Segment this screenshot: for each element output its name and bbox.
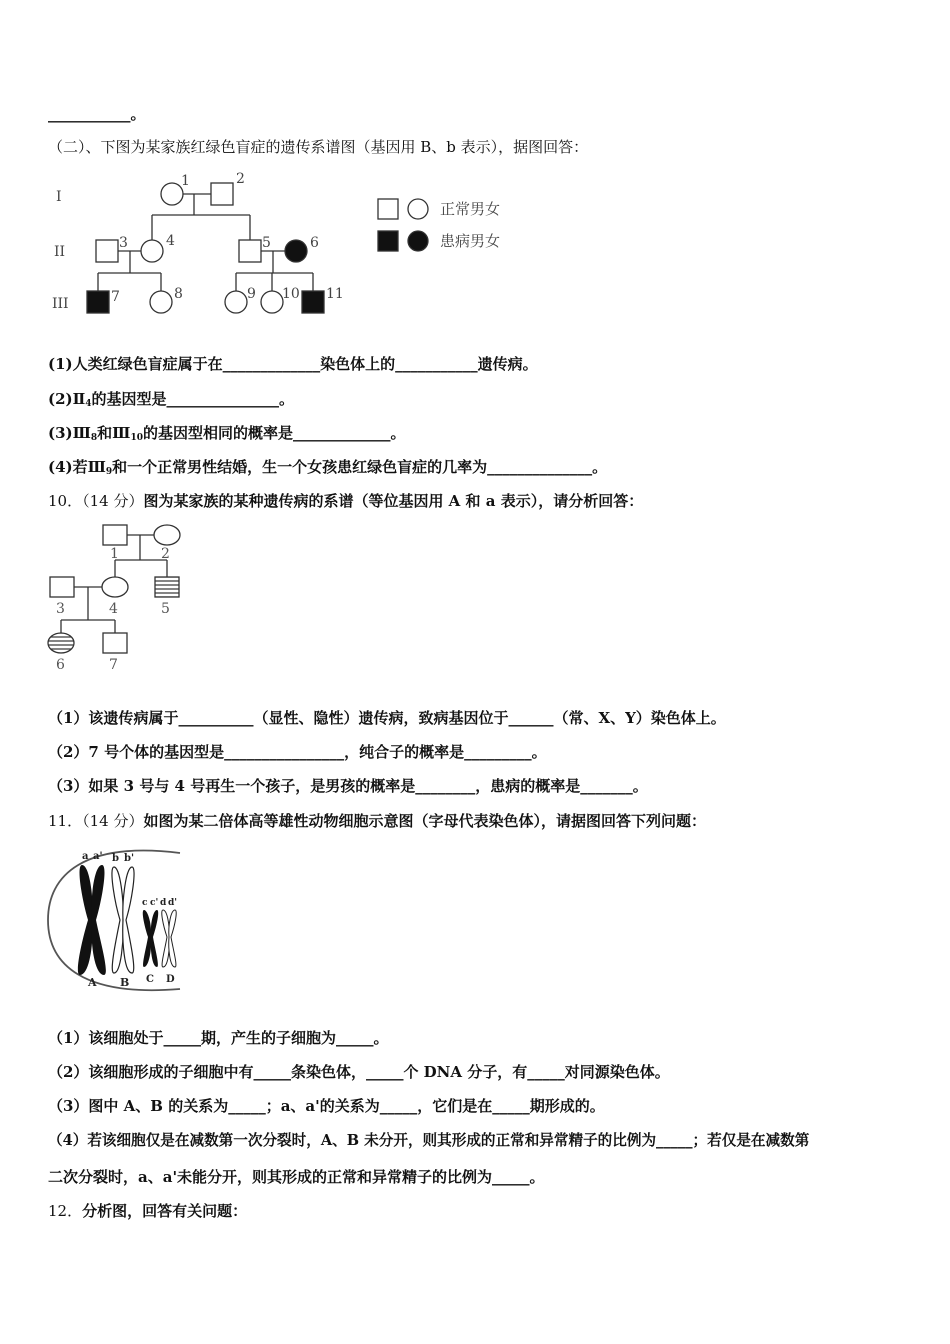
- pedigree-individual-2: [211, 183, 233, 205]
- legend-affected-label: 患病男女: [440, 232, 501, 250]
- section2-intro: （二）、下图为某家族红绿色盲症的遗传系谱图（基因用 B、b 表示），据图回答：: [48, 138, 589, 156]
- q10-subquestion-2: （2）7 号个体的基因型是________________，纯合子的概率是_________。: [48, 743, 547, 761]
- q10-individual-1: [103, 525, 127, 545]
- q11-subquestion-4-line1: （4）若该细胞仅是在减数第一次分裂时，A、B 未分开，则其形成的正常和异常精子的比例为_____；若仅是在减数第: [48, 1132, 810, 1149]
- chromosome-label: B: [120, 976, 130, 989]
- pedigree-individual-8: [150, 291, 172, 313]
- q10-individual-4: [102, 577, 128, 597]
- section2-question-3: $(3)Ⅲ_8$和$Ⅲ_{10}$的基因型相同的概率是_____________。: [48, 424, 406, 443]
- individual-label: 1: [110, 546, 119, 562]
- q10-individual-2: [154, 525, 180, 545]
- color-blindness-pedigree: [40, 165, 540, 325]
- individual-label: 7: [109, 657, 118, 673]
- pedigree-individual-1: [161, 183, 183, 205]
- chromosome-label: C: [146, 974, 154, 985]
- chromatid-label: c': [150, 898, 159, 908]
- individual-label: 3: [119, 235, 128, 251]
- individual-label: 6: [310, 235, 319, 251]
- q10-subquestion-1: （1）该遗传病属于__________（显性、隐性）遗传病，致病基因位于______（常、X、Y）染色体上。: [48, 709, 726, 727]
- chromatid-label: c: [142, 898, 148, 908]
- q10-individual-5: [155, 577, 179, 597]
- q10-header: 10．（14 分）图为某家族的某种遗传病的系谱（等位基因用 A 和 a 表示），请分析回答：: [48, 492, 644, 510]
- q11-subquestion-3: （3）图中 A、B 的关系为_____；a、a'的关系为_____，它们是在_____期形成的。: [48, 1097, 605, 1115]
- individual-label: 5: [262, 235, 271, 251]
- section2-question-1: (1)人类红绿色盲症属于在_____________染色体上的___________遗传病。: [48, 355, 538, 373]
- chromosome-a: [78, 865, 106, 975]
- q11-subquestion-1: （1）该细胞处于_____期，产生的子细胞为_____。: [48, 1029, 389, 1047]
- individual-label: 1: [181, 173, 190, 189]
- individual-label: 2: [161, 546, 170, 562]
- pedigree-individual-9: [225, 291, 247, 313]
- q10-subquestion-3: （3）如果 3 号与 4 号再生一个孩子，是男孩的概率是________，患病的概率是_______。: [48, 777, 648, 795]
- chromatid-label: b': [124, 853, 135, 864]
- pedigree-individual-7: [87, 291, 109, 313]
- chromosome-c: [143, 910, 158, 967]
- chromatid-label: b: [112, 853, 119, 864]
- q11-header: 11．（14 分）如图为某二倍体高等雄性动物细胞示意图（字母代表染色体），请据图回答下列问题：: [48, 812, 706, 830]
- pedigree-individual-4: [141, 240, 163, 262]
- individual-label: 4: [166, 233, 175, 249]
- legend-affected-female-icon: [408, 231, 428, 251]
- pedigree-individual-6: [285, 240, 307, 262]
- individual-label: 9: [247, 286, 256, 302]
- chromatid-label: d: [160, 898, 167, 908]
- individual-label: 11: [326, 286, 344, 302]
- individual-label: 2: [236, 171, 245, 187]
- legend-normal-female-icon: [408, 199, 428, 219]
- pedigree-individual-3: [96, 240, 118, 262]
- legend-normal-label: 正常男女: [440, 200, 501, 218]
- pedigree-individual-10: [261, 291, 283, 313]
- chromatid-label: a': [93, 851, 103, 862]
- chromosome-b: [112, 867, 134, 973]
- individual-label: 3: [56, 601, 65, 617]
- pedigree-individual-5: [239, 240, 261, 262]
- generation-label-1: I: [56, 189, 62, 205]
- chromosome-d: [162, 910, 176, 967]
- section2-question-2: $(2)Ⅱ_4$的基因型是_______________。: [48, 390, 295, 409]
- individual-label: 6: [56, 657, 65, 673]
- chromatid-label: a: [82, 851, 89, 862]
- q12-header: 12．分析图，回答有关问题：: [48, 1202, 248, 1220]
- q10-individual-3: [50, 577, 74, 597]
- individual-label: 10: [282, 286, 300, 302]
- chromosome-label: A: [88, 976, 97, 989]
- individual-label: 7: [111, 289, 120, 305]
- q10-individual-6: [48, 633, 74, 653]
- individual-label: 8: [174, 286, 183, 302]
- q10-individual-7: [103, 633, 127, 653]
- top-answer-blank: ___________。: [48, 105, 146, 123]
- individual-label: 5: [161, 601, 170, 617]
- generation-label-3: III: [52, 296, 69, 312]
- section2-question-4: (4)若$Ⅲ_9$和一个正常男性结婚，生一个女孩患红绿色盲症的几率为______________。: [48, 458, 608, 477]
- chromosome-label: D: [166, 974, 175, 985]
- individual-label: 4: [109, 601, 118, 617]
- q11-subquestion-2: （2）该细胞形成的子细胞中有_____条染色体，_____个 DNA 分子，有_____对同源染色体。: [48, 1063, 670, 1081]
- q11-cell-diagram: [44, 845, 189, 995]
- chromatid-label: d': [168, 898, 178, 908]
- legend-normal-male-icon: [378, 199, 398, 219]
- q10-pedigree: [40, 515, 200, 680]
- q11-subquestion-4-line2: 二次分裂时，a、a'未能分开，则其形成的正常和异常精子的比例为_____。: [48, 1168, 545, 1186]
- generation-label-2: II: [54, 244, 66, 260]
- legend-affected-male-icon: [378, 231, 398, 251]
- pedigree-individual-11: [302, 291, 324, 313]
